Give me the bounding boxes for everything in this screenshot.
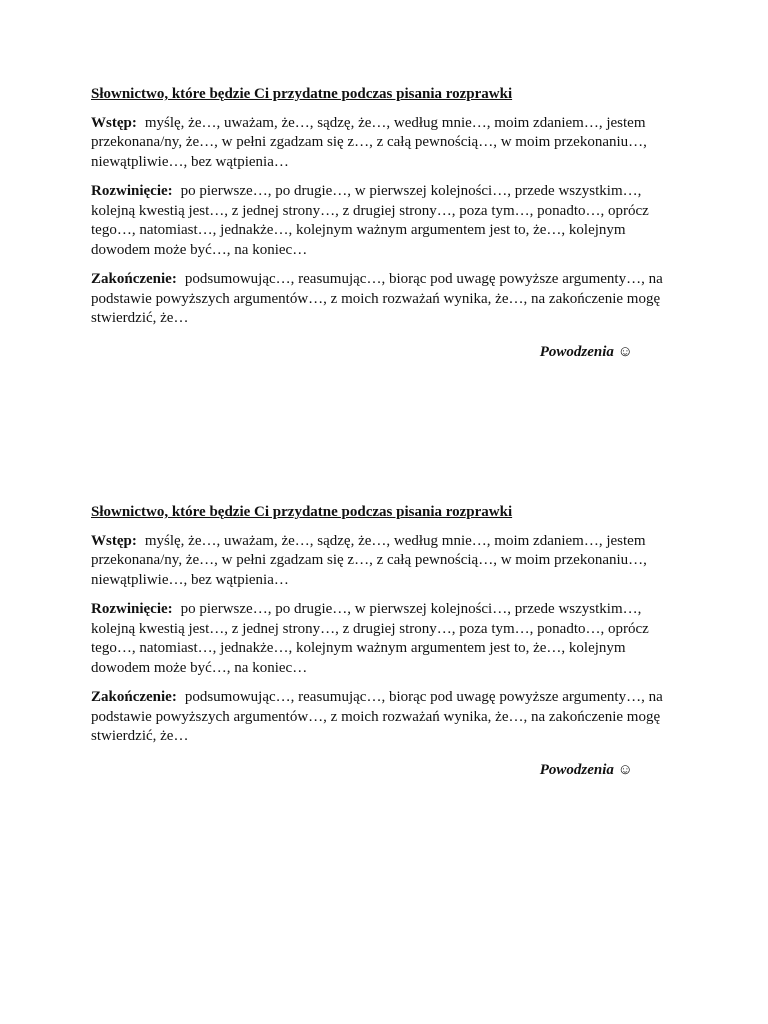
intro-text: myślę, że…, uważam, że…, sądzę, że…, według mnie…, moim zdaniem…, jestem przekonana/ny, że…, w pełni zgadzam się z…, z całą pewnością…, w moim przekonaniu…, niewątpliwie…, bez wątpienia… (91, 114, 647, 170)
section-title: Słownictwo, które będzie Ci przydatne podczas pisania rozprawki (91, 86, 513, 102)
body-paragraph (91, 182, 671, 260)
body-label: Rozwinięcie: (91, 183, 173, 199)
body-label: Rozwinięcie: (91, 601, 173, 617)
closing-note: Powodzenia ☺ (539, 343, 633, 360)
body-text: po pierwsze…, po drugie…, w pierwszej kolejności…, przede wszystkim…, kolejną kwestią jest…, z jednej strony…, z drugiej strony…, poza tym…, ponadto…, oprócz tego…, natomiast…, jednakże…, kolejnym ważnym argumentem jest to, że…, kolejnym dowodem może być…, na koniec… (91, 601, 649, 676)
vocabulary-section-1 (91, 85, 671, 362)
ending-label: Zakończenie: (91, 271, 177, 287)
intro-label: Wstęp: (91, 114, 137, 131)
ending-label: Zakończenie: (91, 689, 177, 705)
body-paragraph (91, 600, 671, 678)
ending-text: podsumowując…, reasumując…, biorąc pod uwagę powyższe argumenty…, na podstawie powyższych argumentów…, z moich rozważań wynika, że…, na zakończenie mogę stwierdzić, że… (91, 271, 663, 326)
ending-paragraph (91, 688, 671, 747)
vocabulary-section-2 (91, 503, 671, 780)
intro-label: Wstęp: (91, 532, 137, 549)
intro-paragraph (91, 532, 671, 591)
ending-text: podsumowując…, reasumując…, biorąc pod uwagę powyższe argumenty…, na podstawie powyższych argumentów…, z moich rozważań wynika, że…, na zakończenie mogę stwierdzić, że… (91, 689, 663, 744)
body-text: po pierwsze…, po drugie…, w pierwszej kolejności…, przede wszystkim…, kolejną kwestią jest…, z jednej strony…, z drugiej strony…, poza tym…, ponadto…, oprócz tego…, natomiast…, jednakże…, kolejnym ważnym argumentem jest to, że…, kolejnym dowodem może być…, na koniec… (91, 183, 649, 258)
intro-paragraph (91, 114, 671, 173)
closing-note: Powodzenia ☺ (539, 761, 633, 778)
ending-paragraph (91, 270, 671, 329)
intro-text: myślę, że…, uważam, że…, sądzę, że…, według mnie…, moim zdaniem…, jestem przekonana/ny, że…, w pełni zgadzam się z…, z całą pewnością…, w moim przekonaniu…, niewątpliwie…, bez wątpienia… (91, 532, 647, 588)
section-title: Słownictwo, które będzie Ci przydatne podczas pisania rozprawki (91, 504, 513, 520)
